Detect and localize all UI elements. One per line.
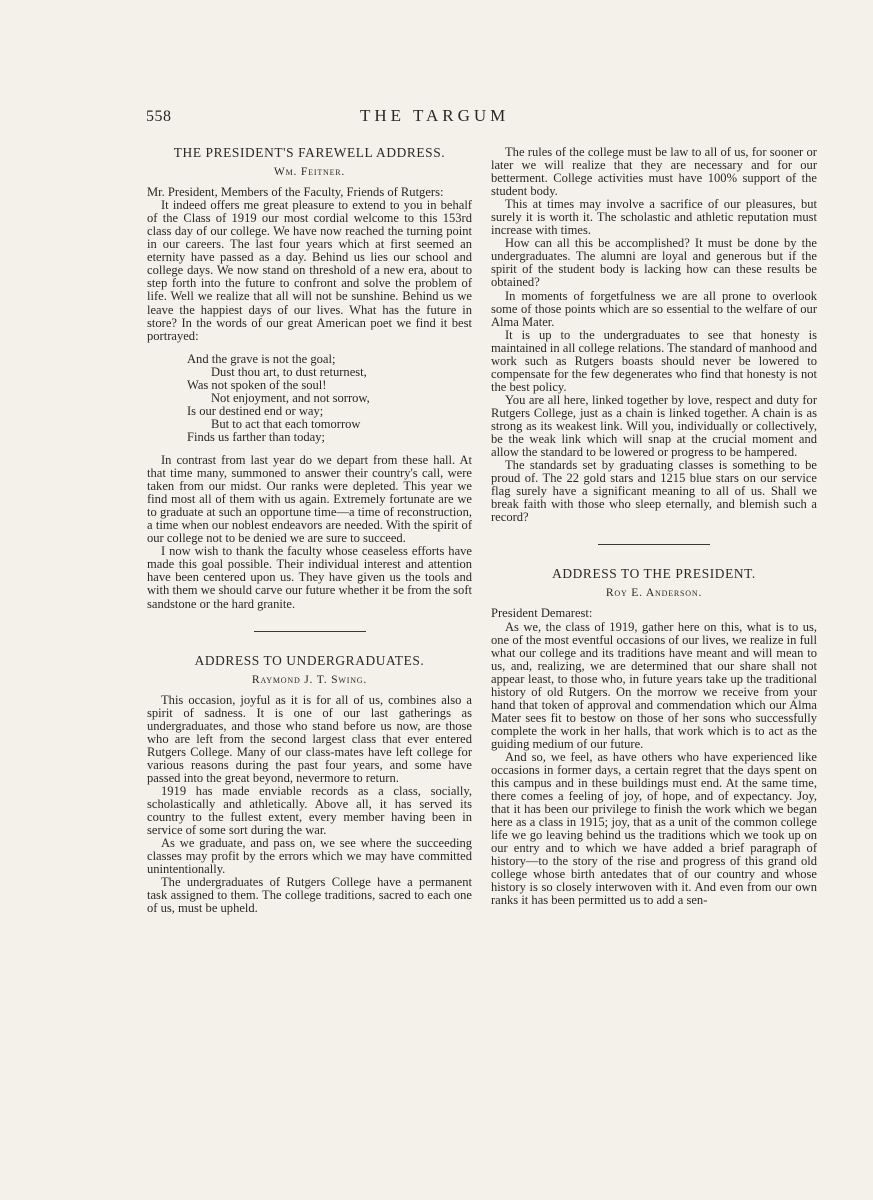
article-title: ADDRESS TO THE PRESIDENT. [552,566,756,582]
salutation: President Demarest: [491,606,593,621]
poem-line: Dust thou art, to dust returnest, [211,364,367,379]
poem-line: Finds us farther than today; [187,429,325,444]
paragraph: In contrast from last year do we depart from these hall. At that time many, summoned to answer their country's call, were taken from our midst. Our ranks were depleted. This year we find most all of them with us again. Extremely fortunate are we to graduate at such an opportune time—a time of reconstruction, a time when our noblest endeavors are needed. With the spirit of our college not to be denied we are sure to succeed. [147,452,472,546]
paragraph: This occasion, joyful as it is for all of us, combines also a spirit of sadness. It is one of our last gatherings as undergraduates, and those who stand before us now, are those who are left from the second largest class that ever entered Rutgers College. Many of our class-mates have left college for various reasons during the past four years, and some have passed into the great beyond, nevermore to return. [147,692,472,785]
section-divider [254,631,366,632]
right-column [491,146,817,908]
section-divider [598,544,710,545]
poem-line: Is our destined end or way; [187,403,324,418]
page-number: 558 [146,108,172,125]
article-title: THE PRESIDENT'S FAREWELL ADDRESS. [173,145,446,160]
poem-line: But to act that each tomorrow [211,416,361,431]
article-author: Raymond J. T. Swing. [251,672,368,686]
paragraph: It is up to the undergraduates to see that honesty is maintained in all college relations. The standard of manhood and work such as Rutgers boasts should never be lowered to compensate for the few degenerates who find that honesty is not the best policy. [491,327,817,394]
paragraph: The undergraduates of Rutgers College have a permanent task assigned to them. The college traditions, sacred to each one of us, must be upheld. [147,875,472,916]
poem-line: And the grave is not the goal; [187,351,336,366]
paragraph: This at times may involve a sacrifice of our pleasures, but surely it is worth it. The scholastic and athletic reputation must increase with times. [491,197,817,238]
article-title: ADDRESS TO UNDERGRADUATES. [194,652,425,668]
paragraph: As we graduate, and pass on, we see where the succeeding classes may profit by the errors which we may have committed unintentionally. [147,836,472,877]
paragraph: In moments of forgetfulness we are all prone to overlook some of those points which are so essential to the welfare of our Alma Mater. [491,288,817,329]
poem-line: Not enjoyment, and not sorrow, [211,390,370,405]
paragraph: 1919 has made enviable records as a class, socially, scholastically and athletically. Above all, it has served its country to the fullest extent, every member having been in service of some sort during the war. [147,783,472,838]
paragraph: I now wish to thank the faculty whose ceaseless efforts have made this goal possible. Their individual interest and attention have been centered upon us. They have given us the tools and with them we should carve our future whether it be from the soft sandstone or the hard granite. [147,544,472,611]
poem-block [187,353,472,444]
paragraph: The rules of the college must be law to all of us, for sooner or later we will realize that they are necessary and for our betterment. College activities must have 100% support of the student body. [491,145,817,199]
paragraph: It indeed offers me great pleasure to extend to you in behalf of the Class of 1919 our most cordial welcome to this 153rd class day of our college. We have now reached the turning point in our careers. The last four years which at first seemed an eternity have passed as a day. Behind us lies our school and college days. We now stand on threshold of a new era, about to step forth into the future to confront and solve the problem of life. Well we realize that all will not be sunshine. Behind us we leave the happiest days of our lives. What has the future in store? In the words of our great American poet we find it best portrayed: [147,198,472,343]
paragraph: How can all this be accomplished? It must be done by the undergraduates. The alumni are loyal and generous but if the spirit of the student body is lacking how can these results be obtained? [491,236,817,290]
paragraph: As we, the class of 1919, gather here on this, what is to us, one of the most eventful occasions of our lives, we realize in full what our college and its traditions have meant and will mean to us, and, realizing, we are determined that our share shall not appear least, to those who, in future years take up the traditional history of old Rutgers. On the morrow we receive from your hand that token of approval and commendation which our Alma Mater sees fit to bestow on those of her sons who successfully complete the work in her halls, that work which is to act as the guiding medium of our future. [491,619,817,751]
article-author: Roy E. Anderson. [605,586,703,600]
paragraph: You are all here, linked together by love, respect and duty for Rutgers College, just as a chain is linked together. A chain is as strong as its weakest link. Will you, individually or collectively, be the weak link which will snap at the crucial moment and allow the standard to be lowered or progress to be hampered. [491,392,817,460]
running-title: THE TARGUM [360,106,510,125]
salutation: Mr. President, Members of the Faculty, Friends of Rutgers: [147,185,444,200]
poem-line: Was not spoken of the soul! [187,377,327,392]
paragraph: The standards set by graduating classes is something to be proud of. The 22 gold stars and 1215 blue stars on our service flag surely have a significant meaning to all of us. Shall we break faith with those who sleep eternally, and blemish such a record? [491,458,817,525]
paragraph: And so, we feel, as have others who have experienced like occasions in former days, a certain regret that the days spent on this campus and in these buildings must end. At the same time, there comes a feeling of joy, of hope, and of expectancy. Joy, that it has been our privilege to finish the work which we began here as a class in 1915; joy, that as a unit of the common college life we go leaving behind us the traditions which we took up on our entry and to which we have added a brief paragraph of history—to the story of the rise and progress of this grand old college whose birth antedates that of our country and whose history is so closely interwoven with it. And even from our own ranks it has been permitted us to add a sen- [491,749,817,908]
left-column [147,146,472,915]
article-author: Wm. Feitner. [273,165,346,179]
